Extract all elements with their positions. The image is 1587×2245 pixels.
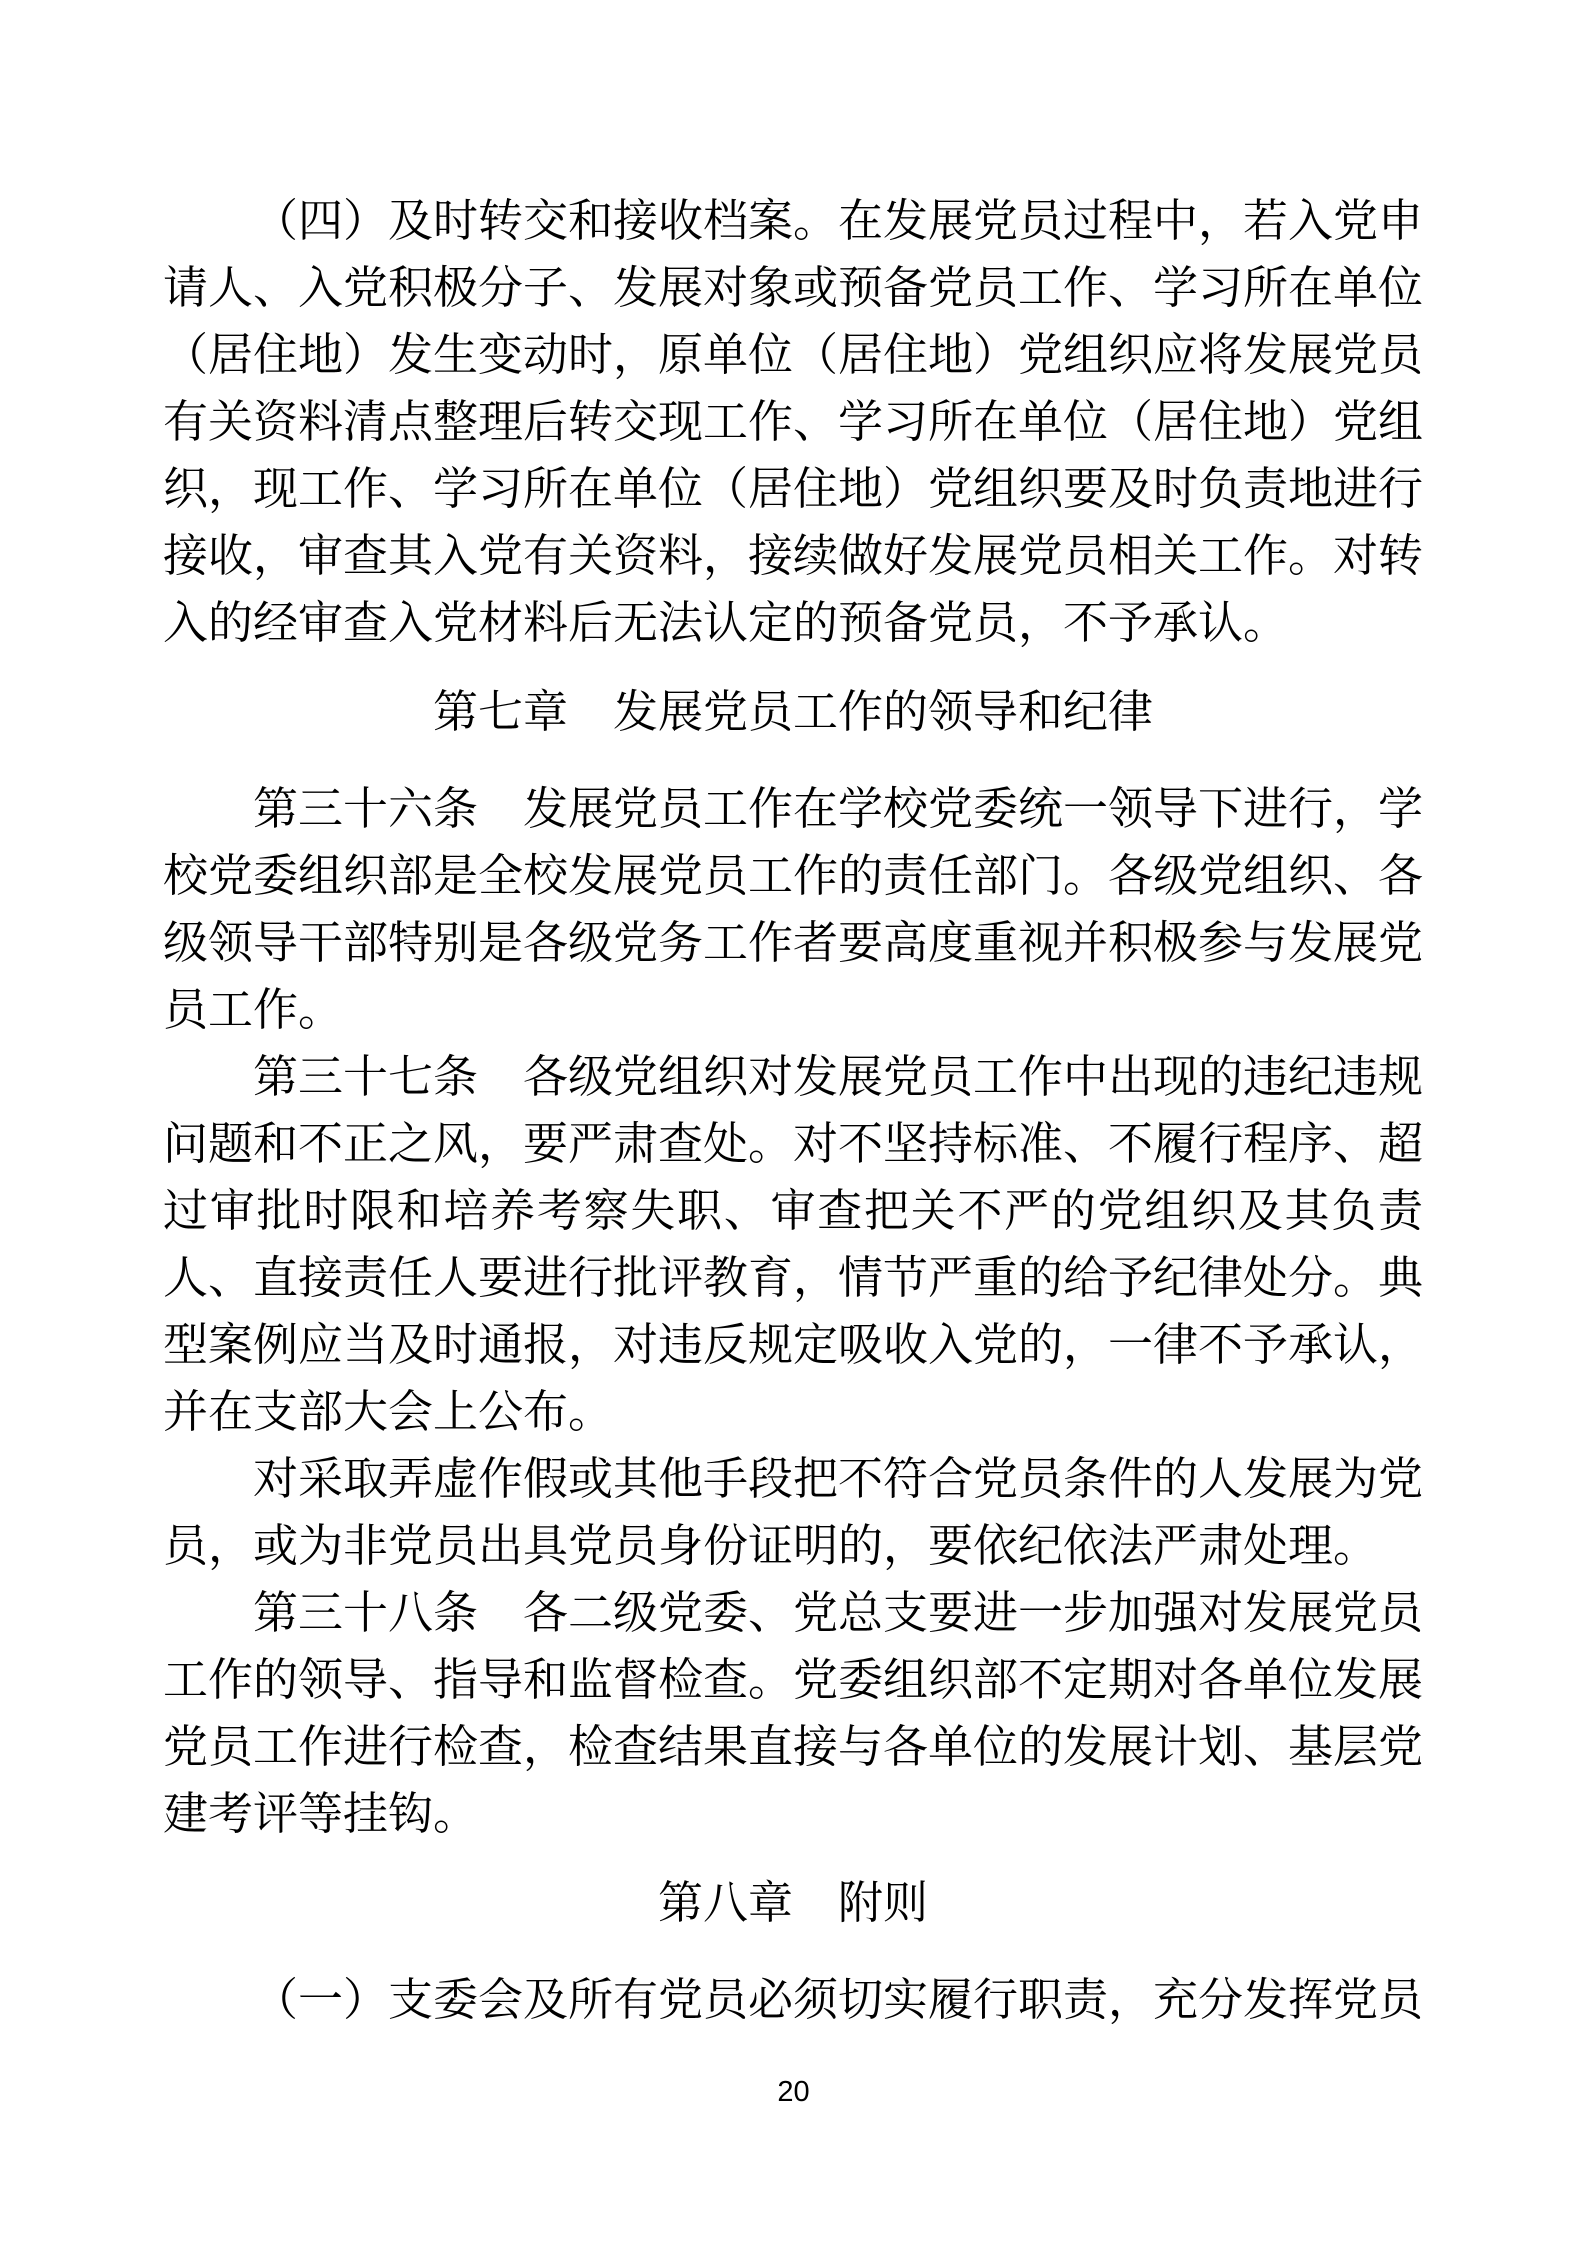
document-body [163,188,1423,2034]
paragraph-article-36: 第三十六条 发展党员工作在学校党委统一领导下进行，学校党委组织部是全校发展党员工作的责任部门。各级党组织、各级领导干部特别是各级党务工作者要高度重视并积极参与发展党员工作。 [163,784,1424,1035]
chapter-8-heading: 第八章 附则 [657,1878,928,1928]
page-number: 20 [777,2076,810,2108]
paragraph-archive-transfer: （四）及时转交和接收档案。在发展党员过程中，若入党申请人、入党积极分子、发展对象或预备党员工作、学习所在单位（居住地）发生变动时，原单位（居住地）党组织应将发展党员有关资料清点整理后转交现工作、学习所在单位（居住地）党组织，现工作、学习所在单位（居住地）党组织要及时负责地进行接收，审查其入党有关资料，接续做好发展党员相关工作。对转入的经审查入党材料后无法认定的预备党员，不予承认。 [163,196,1424,648]
chapter-7-heading: 第七章 发展党员工作的领导和纪律 [432,687,1153,737]
paragraph-article-37: 第三十七条 各级党组织对发展党员工作中出现的违纪违规问题和不正之风，要严肃查处。对不坚持标准、不履行程序、超过审批时限和培养考察失职、审查把关不严的党组织及其负责人、直接责任人要进行批评教育，情节严重的给予纪律处分。典型案例应当及时通报，对违反规定吸收入党的，一律不予承认，并在支部大会上公布。 [163,1052,1424,1437]
paragraph-fraud-handling: 对采取弄虚作假或其他手段把不符合党员条件的人发展为党员，或为非党员出具党员身份证明的，要依纪依法严肃处理。 [163,1454,1424,1571]
paragraph-article-38: 第三十八条 各二级党委、党总支要进一步加强对发展党员工作的领导、指导和监督检查。党委组织部不定期对各单位发展党员工作进行检查，检查结果直接与各单位的发展计划、基层党建考评等挂钩。 [163,1588,1424,1839]
paragraph-appendix-item-1: （一）支委会及所有党员必须切实履行职责，充分发挥党员 [253,1975,1424,2025]
